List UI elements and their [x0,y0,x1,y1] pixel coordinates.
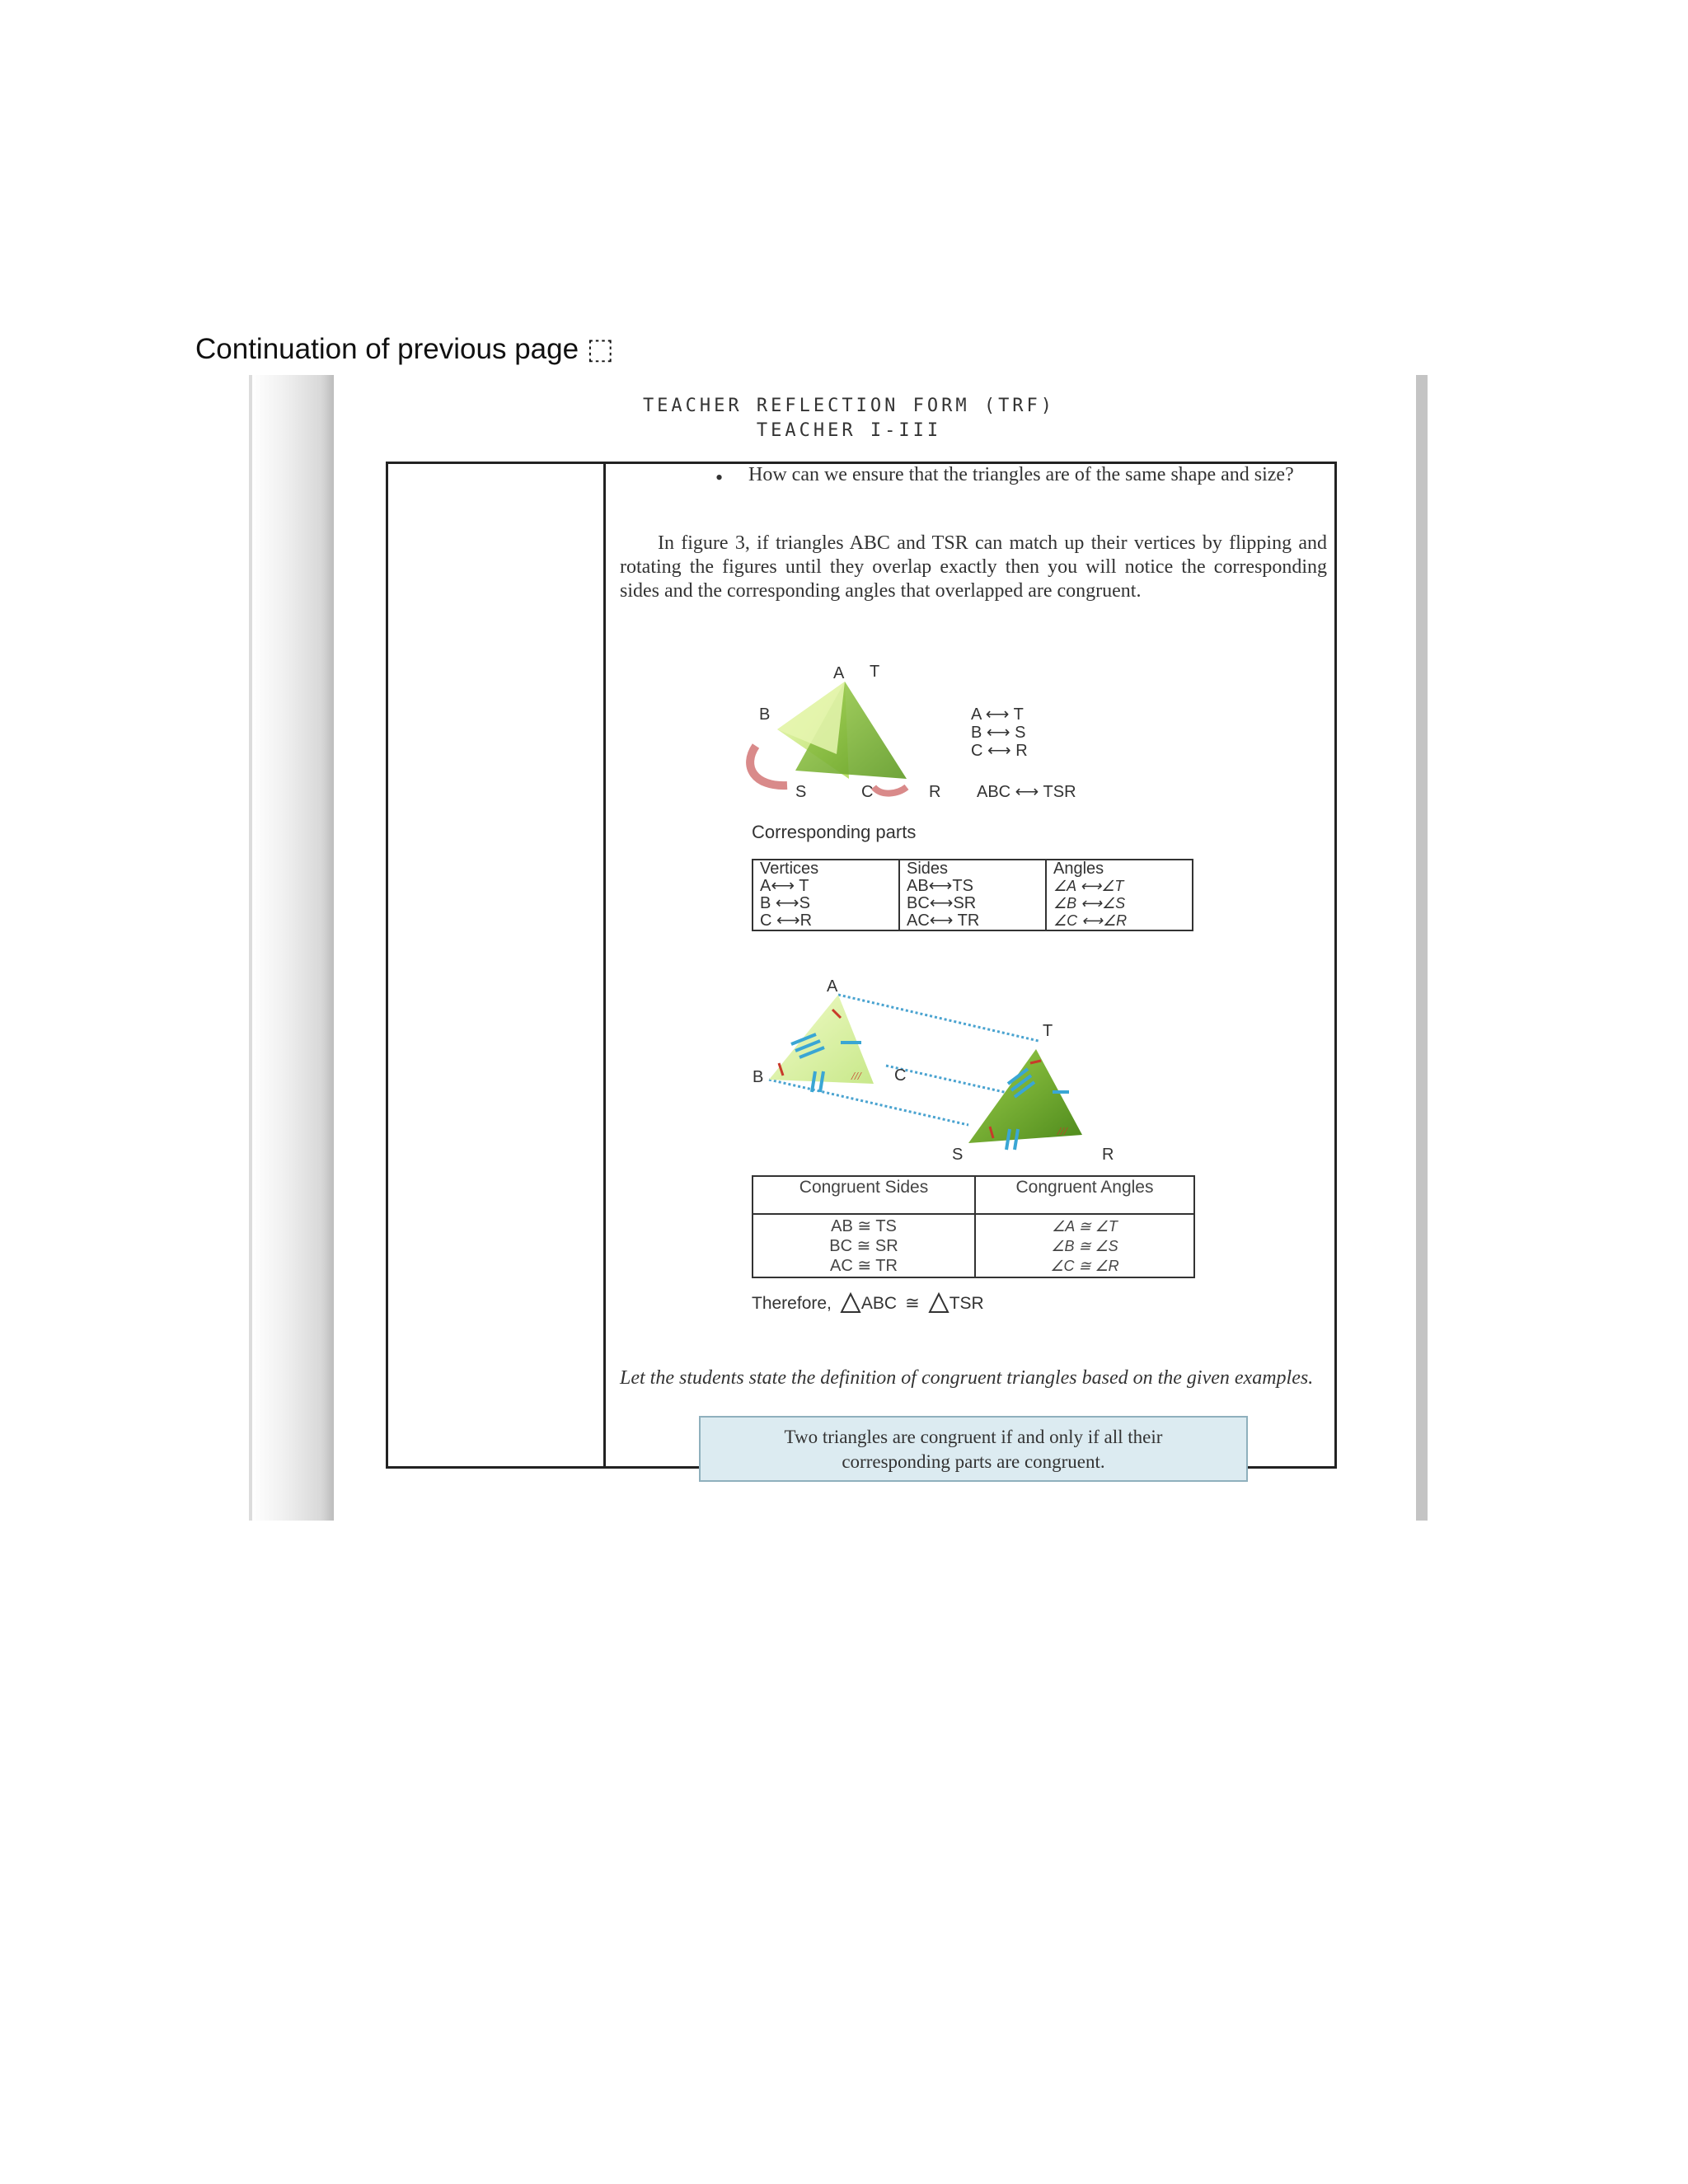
header-congruent-angles: Congruent Angles [975,1176,1194,1214]
label2-S: S [952,1146,964,1164]
angle-row-3: ∠C ⟷∠R [1053,912,1128,929]
intro-paragraph: In figure 3, if triangles ABC and TSR can match up their vertices by flipping and rotating the figures until they overlap exactly then you will notice the corresponding sides and the corresponding angles that overlapped are congruent. [620,532,1327,602]
label-A: A [833,664,845,682]
table-column-divider [603,462,606,1469]
label2-T: T [1043,1022,1053,1040]
triangle-overlap-face [777,682,845,754]
angle-row-1: ∠A ⟷∠T [1053,878,1124,894]
therefore-left [840,1292,897,1314]
page-caption: Continuation of previous page ⬚ [195,333,614,365]
side-row-1: AB⟷TS [907,877,973,895]
form-title: TEACHER REFLECTION FORM (TRF) [642,396,1056,416]
triangle-symbol-icon [928,1292,950,1314]
red-mark-angle-c: /// [851,1071,861,1083]
flip-arrow-icon [750,746,787,785]
label2-B: B [753,1068,764,1086]
label2-R: R [1102,1146,1114,1164]
bullet-icon: • [715,466,724,490]
congruent-side-1: AB ≅ TS [831,1217,897,1235]
therefore-statement [752,1292,984,1314]
vertex-row-2: B ⟷S [760,894,810,912]
instruction-text: Let the students state the definition of congruent triangles based on the given examples. [620,1367,1314,1389]
side-row-2: BC⟷SR [907,894,977,912]
cell-sides [899,860,1046,930]
triangle-mapping: ABC ⟷ TSR [977,783,1076,801]
scan-left-edge [251,375,334,1521]
red-mark-angle-r: /// [1057,1126,1067,1138]
vertex-row-1: A⟷ T [760,877,809,895]
label2-C: C [894,1066,907,1085]
header-vertices: Vertices [760,860,819,878]
congruent-side-2: BC ≅ SR [829,1237,898,1255]
cell-vertices [753,860,899,930]
definition-box [699,1416,1248,1482]
scan-right-edge [1416,375,1428,1521]
bullet-question: How can we ensure that the triangles are of the same shape and size? [748,464,1294,485]
corresponding-parts-label: Corresponding parts [752,822,917,842]
congruent-symbol: ≅ [905,1294,920,1313]
cell-angles [1046,860,1193,930]
dotted-guide-b-s [769,1080,968,1125]
label2-A: A [827,977,838,996]
angle-row-2: ∠B ⟷∠S [1053,895,1126,912]
label-S: S [795,783,807,801]
therefore-right [928,1292,984,1314]
label-C: C [861,783,874,801]
mapping-line-3: C ⟷ R [971,742,1028,760]
rotate-arrow-icon [874,787,907,794]
therefore-right-name: TSR [949,1294,984,1313]
congruent-side-3: AC ≅ TR [830,1257,898,1275]
congruent-angle-3: ∠C ≅ ∠R [1050,1258,1119,1274]
mapping-line-1: A ⟷ T [971,705,1024,724]
vertex-row-3: C ⟷R [760,912,813,930]
label-R: R [929,783,941,801]
header-congruent-sides: Congruent Sides [753,1176,975,1214]
dotted-guide-a-t [838,995,1039,1041]
label-B: B [759,705,771,724]
form-subtitle: TEACHER I-III [756,420,942,441]
header-angles: Angles [1053,860,1104,878]
reflection-table [386,462,1337,1469]
therefore-left-name: ABC [860,1294,898,1313]
congruent-angles-cell [975,1214,1194,1277]
congruent-sides-cell [753,1214,975,1277]
congruent-angle-2: ∠B ≅ ∠S [1051,1238,1118,1254]
label-T: T [870,663,880,681]
figure-congruence-marks [746,977,1142,1166]
corresponding-parts-table [752,859,1193,931]
therefore-prefix: Therefore, [752,1294,832,1313]
congruent-angle-1: ∠A ≅ ∠T [1052,1218,1118,1235]
scan-left-line [249,375,252,1521]
triangle-symbol-icon [840,1292,861,1314]
side-row-3: AC⟷ TR [907,912,980,930]
definition-text: Two triangles are congruent if and only if all their corresponding parts are congruent. [784,1427,1163,1472]
congruent-parts-table [752,1175,1195,1278]
mapping-line-2: B ⟷ S [971,724,1026,742]
header-sides: Sides [907,860,949,878]
